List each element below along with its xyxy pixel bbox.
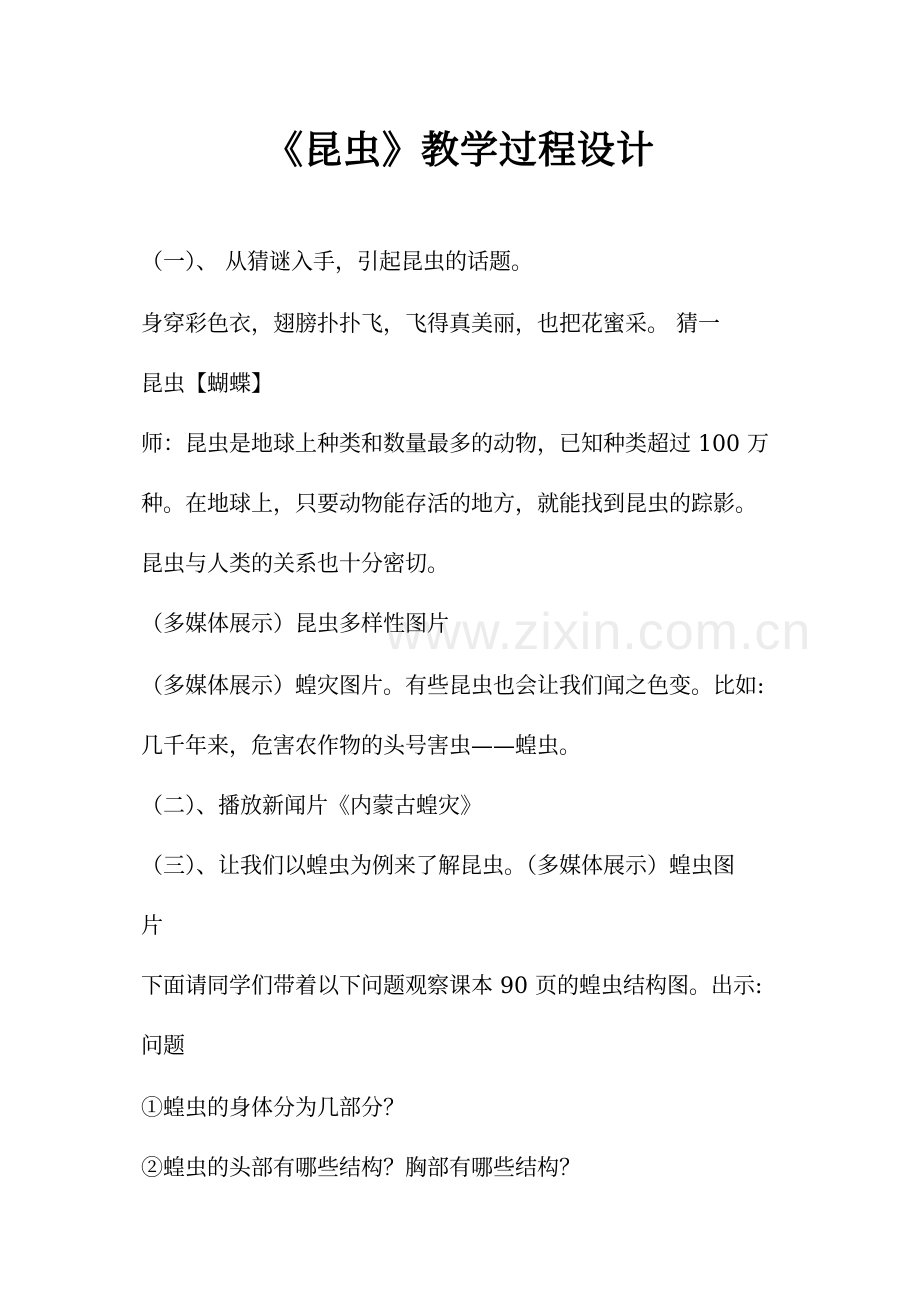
media-locust-plague-line-2: 几千年来，危害农作物的头号害虫——蝗虫。 <box>141 734 582 759</box>
document-title: 《昆虫》教学过程设计 <box>264 127 655 172</box>
media-insect-diversity: （多媒体展示）昆虫多样性图片 <box>141 612 450 637</box>
section-heading-3-line-2: 片 <box>141 914 164 939</box>
section-heading-3-line-1: （三）、让我们以蝗虫为例来了解昆虫。（多媒体展示）蝗虫图 <box>141 854 736 879</box>
observation-instruction-line-1: 下面请同学们带着以下问题观察课本 90 页的蝗虫结构图。出示: <box>141 974 763 999</box>
media-locust-plague-line-1: （多媒体展示）蝗灾图片。有些昆虫也会让我们闻之色变。比如: <box>141 674 765 699</box>
question-1: ①蝗虫的身体分为几部分？ <box>141 1096 406 1121</box>
question-2: ②蝗虫的头部有哪些结构？胸部有哪些结构？ <box>141 1156 582 1181</box>
watermark: www.zixin.com.cn <box>385 603 812 661</box>
teacher-intro-line-3: 昆虫与人类的关系也十分密切。 <box>141 552 450 577</box>
riddle-answer: 昆虫【蝴蝶】 <box>141 372 274 397</box>
teacher-intro-line-2: 种。在地球上，只要动物能存活的地方，就能找到昆虫的踪影。 <box>141 492 758 517</box>
observation-instruction-line-2: 问题 <box>141 1034 186 1059</box>
teacher-intro-line-1: 师：昆虫是地球上种类和数量最多的动物，已知种类超过 100 万 <box>141 432 769 457</box>
riddle-text: 身穿彩色衣，翅膀扑扑飞，飞得真美丽，也把花蜜采。 猜一 <box>141 312 720 337</box>
section-heading-1: （一）、 从猜谜入手，引起昆虫的话题。 <box>141 250 533 275</box>
section-heading-2: （二）、播放新闻片《内蒙古蝗灾》 <box>141 794 483 819</box>
